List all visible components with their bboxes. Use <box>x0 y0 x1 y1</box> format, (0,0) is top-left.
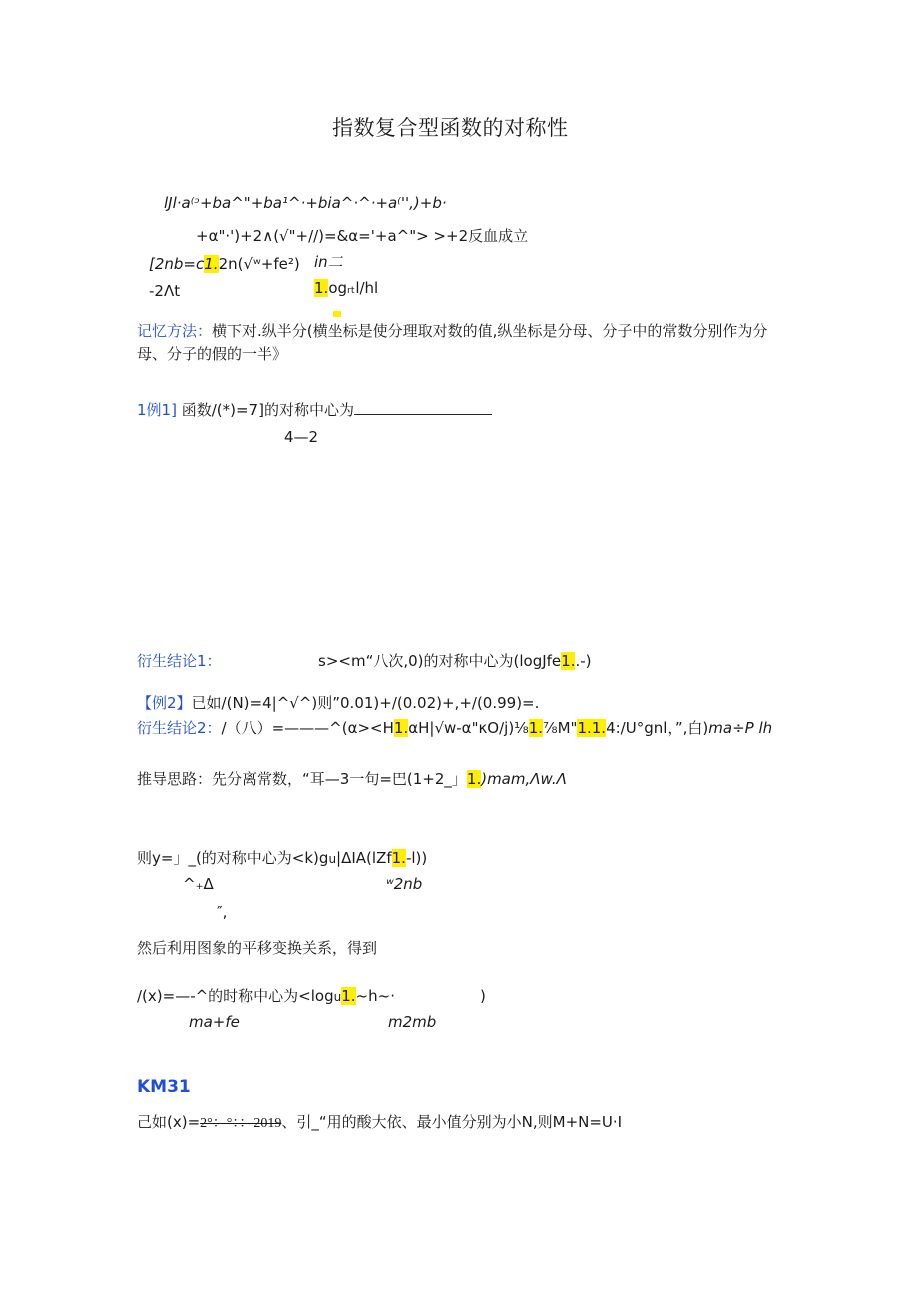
example-1-sub: 4—2 <box>284 428 319 446</box>
example-2-text: 已如/(N)=4|^√^)则”0.01)+/(0.02)+,+/(0.99)=. <box>191 694 540 712</box>
corollary-2-part-a: /（八）=———^(α><H <box>221 719 394 737</box>
highlight-mark: 1. <box>393 719 409 737</box>
example-1-label: 1例1] <box>137 401 177 419</box>
corollary-2 <box>137 718 772 738</box>
result-line <box>137 986 395 1007</box>
corollary-1-pre: s><m“八次,0)的对称中心为(logJfe <box>318 652 562 670</box>
then-mid: |ΔIA(lZf <box>336 849 392 867</box>
then-sub: u <box>328 852 337 866</box>
translate-line: 然后利用图象的平移变换关系，得到 <box>137 939 378 957</box>
example-3-pre: 己如(x)= <box>137 1113 201 1131</box>
corollary-1-text <box>318 651 592 671</box>
then-line-3: ″, <box>217 903 228 921</box>
example-3-heading: KM31 <box>137 1077 191 1097</box>
highlight-mark: 1. <box>561 652 576 670</box>
result-sub-right: m2mb <box>388 1013 437 1031</box>
example-3-post: 、引_“用的酸大依、最小值分别为小N,则M+N=U·I <box>281 1113 623 1131</box>
answer-blank <box>354 400 492 415</box>
memory-method-label: 记忆方法： <box>137 322 213 340</box>
example-1-text: 函数/(*)=7]的对称中心为 <box>181 401 354 419</box>
highlight-mark: 1. <box>204 255 219 273</box>
intro-line-3 <box>149 254 300 274</box>
result-pre: /(x)=—-^的时称中心为<log <box>137 987 334 1005</box>
example-2-label: 【例2】 <box>137 694 192 712</box>
highlight-mark: 1. <box>466 770 482 788</box>
intro-line-3-text: [2nb=c <box>149 255 205 273</box>
result-sub-left: ma+fe <box>189 1013 240 1031</box>
example-3-text <box>137 1112 622 1134</box>
intro-line-4-right-text: ogᵣₜl/hl <box>328 279 379 297</box>
intro-line-3-right: in二 <box>314 253 343 271</box>
derivation-line <box>137 769 567 789</box>
intro-line-3-rest: 2n(√ʷ+fe²) <box>218 255 300 273</box>
intro-line-4-right <box>314 278 378 298</box>
memory-method-text-1: 横下对.纵半分(横坐标是使分理取对数的值,纵坐标是分母、分子中的常数分别作为分 <box>212 322 768 340</box>
corollary-1-label: 衍生结论1： <box>137 652 222 670</box>
result-post: ~h~· <box>355 987 395 1005</box>
page-title: 指数复合型函数的对称性 <box>332 116 569 140</box>
intro-line-2: +α"·')+2∧(√"+//)=&α='+a^"> >+2反血成立 <box>196 227 529 245</box>
highlight-fragment <box>333 311 341 317</box>
derivation-post: )mam,Λw.Λ <box>481 770 567 788</box>
result-close: ) <box>480 987 486 1005</box>
highlight-mark: 1. <box>528 719 544 737</box>
memory-method-line-1 <box>137 321 767 341</box>
corollary-2-part-e: ma÷P lh <box>708 719 773 737</box>
intro-line-1: lJl·a⁽ᵓ+ba^"+ba¹^·+bia^·^·+a⁽'',)+b· <box>164 194 447 212</box>
example-2 <box>137 693 539 713</box>
corollary-2-part-c: ⅞M" <box>543 719 578 737</box>
then-line-2-right: ʷ2nb <box>386 875 423 893</box>
highlight-mark: 1. <box>341 987 356 1005</box>
then-pre: 则y=」_(的对称中心为<k)g <box>137 849 329 867</box>
example-3-strike: 2°：°：：2019 <box>200 1116 282 1131</box>
corollary-2-part-d: 4:/U°gnl，”,白) <box>606 719 709 737</box>
corollary-2-part-b: αH|√w-α"κO∕j)⅛ <box>408 719 529 737</box>
highlight-mark: 1.1. <box>577 719 607 737</box>
then-line-1 <box>137 848 427 869</box>
highlight-mark: 1. <box>314 279 329 297</box>
then-line-2-left: ^₊Δ <box>183 875 214 893</box>
intro-line-4: -2Λt <box>149 282 181 300</box>
derivation-pre: 推导思路：先分离常数，“耳—3一句=巴(1+2_」 <box>137 770 467 788</box>
result-sub: u <box>333 990 342 1004</box>
then-post: -l)) <box>405 849 428 867</box>
memory-method-line-2: 母、分子的假的一半》 <box>137 345 288 363</box>
corollary-2-label: 衍生结论2： <box>137 719 222 737</box>
highlight-mark: 1. <box>391 849 406 867</box>
example-1 <box>137 400 492 420</box>
corollary-1-post: .-) <box>575 652 592 670</box>
